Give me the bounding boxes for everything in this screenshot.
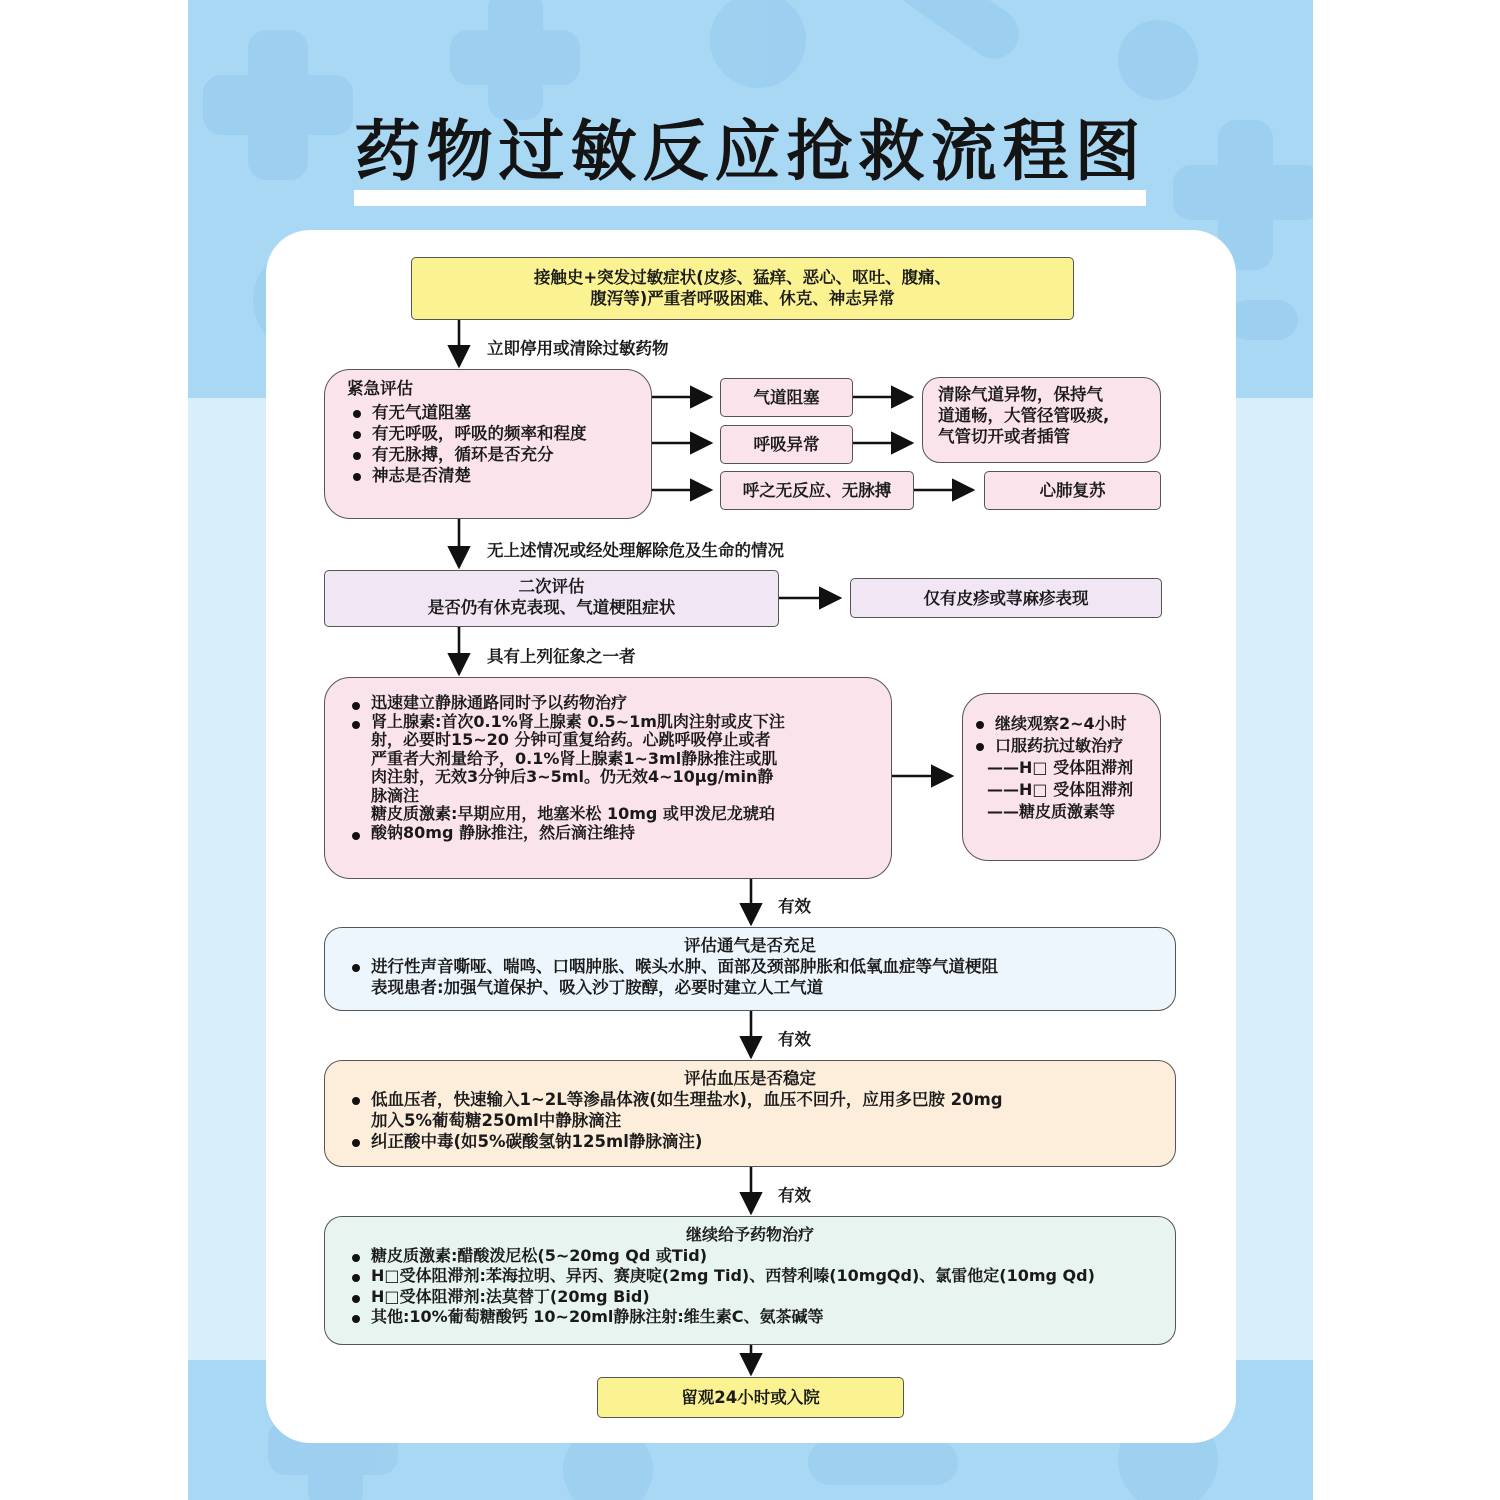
cpr-box	[984, 471, 1161, 510]
airway-obstruction-label: 气道阻塞	[753, 388, 820, 407]
bp-line-3: 纠正酸中毒(如5%碳酸氢钠125ml静脉滴注)	[351, 1131, 1175, 1152]
airway-action-box	[922, 377, 1161, 463]
drug-treatment-box	[324, 677, 892, 879]
treatment-line: 脉滴注	[371, 785, 420, 805]
emergency-item: 有无呼吸，呼吸的频率和程度	[352, 423, 651, 444]
continue-item: 其他:10%葡萄糖酸钙 10~20ml静脉注射:维生素C、氨茶碱等	[351, 1307, 1175, 1328]
airway-obstruction-box	[720, 378, 853, 417]
ventilation-line-2: 表现患者:加强气道保护、吸入沙丁胺醇，必要时建立人工气道	[371, 978, 824, 997]
final-observation-box	[597, 1377, 904, 1418]
observe-box	[962, 693, 1161, 861]
cpr-label: 心肺复苏	[1039, 481, 1106, 500]
emergency-item: 有无气道阻塞	[352, 402, 651, 423]
page-title: 药物过敏反应抢救流程图	[354, 113, 1147, 190]
label-signs: 具有上列征象之一者	[487, 647, 636, 666]
airway-action-line-2: 道通畅，大管径管吸痰,	[938, 406, 1110, 425]
bp-line-2: 加入5%葡萄糖250ml中静脉滴注	[371, 1111, 622, 1130]
skin-only-label: 仅有皮疹或荨麻疹表现	[923, 589, 1089, 608]
observe-subitem: ——糖皮质激素等	[987, 802, 1116, 821]
label-effective-1: 有效	[778, 897, 811, 916]
skin-only-box	[850, 578, 1162, 618]
continue-item: H□受体阻滞剂:苯海拉明、异丙、赛庚啶(2mg Tid)、西替利嗪(10mgQd)、氯雷他定(10mg Qd)	[351, 1266, 1175, 1287]
ventilation-heading: 评估通气是否充足	[684, 936, 816, 955]
observe-item: 口服药抗过敏治疗	[975, 735, 1160, 757]
start-line-2: 腹泻等)严重者呼吸困难、休克、神志异常	[590, 289, 895, 308]
ventilation-line-1: 进行性声音嘶哑、喘鸣、口咽肿胀、喉头水肿、面部及颈部肿胀和低氧血症等气道梗阻	[351, 956, 1175, 977]
treatment-line: 肉注射，无效3分钟后3~5ml。仍无效4~10μg/min静	[371, 767, 774, 786]
continue-item: H□受体阻滞剂:法莫替丁(20mg Bid)	[351, 1287, 1175, 1308]
start-symptoms-box	[411, 257, 1074, 320]
secondary-assessment-box	[324, 570, 779, 627]
observe-subitem: ——H□ 受体阻滞剂	[987, 758, 1134, 777]
continue-heading: 继续给予药物治疗	[685, 1225, 814, 1244]
continue-treatment-box	[324, 1216, 1176, 1345]
final-observation-label: 留观24小时或入院	[681, 1388, 820, 1407]
secondary-line-2: 是否仍有休克表现、气道梗阻症状	[427, 598, 676, 617]
treatment-line: 射，必要时15~20 分钟可重复给药。心跳呼吸停止或者	[371, 730, 771, 749]
no-response-label: 呼之无反应、无脉搏	[742, 481, 892, 500]
abnormal-breathing-box	[720, 425, 853, 464]
treatment-line: 严重者大剂量给予，0.1%肾上腺素1~3ml静脉推注或肌	[371, 748, 778, 768]
blood-pressure-box	[324, 1060, 1176, 1167]
ventilation-box	[324, 927, 1176, 1011]
airway-action-line-3: 气管切开或者插管	[938, 427, 1070, 446]
emergency-item: 神志是否清楚	[352, 465, 651, 486]
continue-item: 糖皮质激素:醋酸泼尼松(5~20mg Qd 或Tid)	[351, 1246, 1175, 1267]
label-stop-drug: 立即停用或清除过敏药物	[487, 339, 669, 358]
treatment-line: 酸钠80mg 静脉推注，然后滴注维持	[351, 824, 891, 843]
label-effective-2: 有效	[778, 1030, 811, 1049]
treatment-line: 肾上腺素:首次0.1%肾上腺素 0.5~1m肌肉注射或皮下注	[351, 713, 891, 732]
label-resolved: 无上述情况或经处理解除危及生命的情况	[487, 541, 784, 560]
airway-action-line-1: 清除气道异物，保持气	[938, 385, 1103, 404]
emergency-heading: 紧急评估	[347, 379, 413, 398]
treatment-line: 糖皮质激素:早期应用，地塞米松 10mg 或甲泼尼龙琥珀	[371, 804, 775, 823]
emergency-assessment-box	[324, 369, 652, 519]
observe-item: 继续观察2~4小时	[975, 713, 1160, 735]
observe-subitem: ——H□ 受体阻滞剂	[987, 780, 1134, 799]
label-effective-3: 有效	[778, 1186, 811, 1205]
emergency-item: 有无脉搏，循环是否充分	[352, 444, 651, 465]
no-response-box	[720, 471, 914, 510]
start-line-1: 接触史+突发过敏症状(皮疹、猛痒、恶心、呕吐、腹痛、	[533, 268, 952, 287]
secondary-line-1: 二次评估	[518, 577, 585, 596]
bp-line-1: 低血压者，快速输入1~2L等渗晶体液(如生理盐水)，血压不回升，应用多巴胺 20mg	[351, 1089, 1175, 1110]
treatment-line: 迅速建立静脉通路同时予以药物治疗	[351, 694, 891, 713]
bp-heading: 评估血压是否稳定	[684, 1069, 816, 1088]
abnormal-breathing-label: 呼吸异常	[753, 435, 820, 454]
